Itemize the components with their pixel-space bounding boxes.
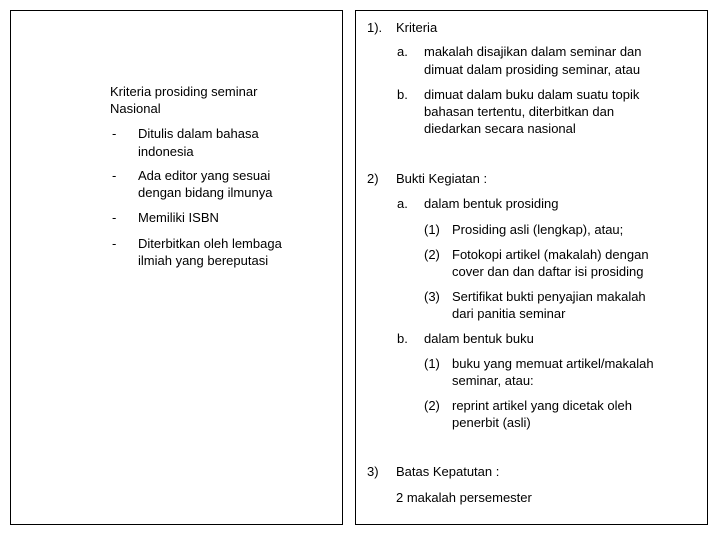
criterion-2-line1: Ada editor yang sesuai	[138, 168, 271, 183]
section-2-item-a-title: dalam bentuk prosiding	[424, 196, 559, 211]
proof-a-2-line1: Fotokopi artikel (makalah) dengan	[452, 247, 649, 262]
proof-b-1-number: (1)	[424, 356, 440, 371]
proof-a-2-number: (2)	[424, 247, 440, 262]
section-2-title: Bukti Kegiatan :	[396, 171, 488, 186]
section-1-title: Kriteria	[396, 20, 438, 35]
section-1-item-a-line1: makalah disajikan dalam seminar dan	[424, 44, 642, 59]
section-1-item-a-marker: a.	[397, 44, 408, 59]
section-1-number: 1).	[367, 20, 383, 35]
proof-a-3-line1: Sertifikat bukti penyajian makalah	[452, 289, 646, 304]
section-1-item-b-line1: dimuat dalam buku dalam suatu topik	[424, 87, 640, 102]
bullet-marker: -	[112, 126, 117, 141]
section-2-item-b-marker: b.	[397, 331, 408, 346]
proof-b-2-number: (2)	[424, 398, 440, 413]
criterion-4-line1: Diterbitkan oleh lembaga	[138, 236, 282, 251]
criterion-3-line1: Memiliki ISBN	[138, 210, 219, 225]
proof-a-1-number: (1)	[424, 222, 440, 237]
section-1-item-b-marker: b.	[397, 87, 408, 102]
section-3-value: 2 makalah persemester	[396, 490, 532, 505]
criterion-4-line2: ilmiah yang bereputasi	[138, 253, 269, 268]
proof-a-1-line1: Prosiding asli (lengkap), atau;	[452, 222, 624, 237]
section-1-item-b-line3: diedarkan secara nasional	[424, 121, 576, 136]
section-2-number: 2)	[367, 171, 379, 186]
section-2-item-a-marker: a.	[397, 196, 408, 211]
bullet-marker: -	[112, 236, 117, 251]
section-3-number: 3)	[367, 464, 379, 479]
criterion-1-line1: Ditulis dalam bahasa	[138, 126, 259, 141]
criterion-2-line2: dengan bidang ilmunya	[138, 185, 273, 200]
criterion-1-line2: indonesia	[138, 144, 194, 159]
section-1-item-a-line2: dimuat dalam prosiding seminar, atau	[424, 62, 641, 77]
section-2-item-b-title: dalam bentuk buku	[424, 331, 534, 346]
proof-b-1-line2: seminar, atau:	[452, 373, 534, 388]
left-title-line1: Kriteria prosiding seminar	[110, 84, 258, 99]
section-3-title: Batas Kepatutan :	[396, 464, 500, 479]
proof-a-2-line2: cover dan dan daftar isi prosiding	[452, 264, 644, 279]
proof-a-3-number: (3)	[424, 289, 440, 304]
proof-b-2-line1: reprint artikel yang dicetak oleh	[452, 398, 632, 413]
left-title-line2: Nasional	[110, 101, 161, 116]
bullet-marker: -	[112, 210, 117, 225]
proof-b-2-line2: penerbit (asli)	[452, 415, 531, 430]
proof-b-1-line1: buku yang memuat artikel/makalah	[452, 356, 654, 371]
section-1-item-b-line2: bahasan tertentu, diterbitkan dan	[424, 104, 615, 119]
bullet-marker: -	[112, 168, 117, 183]
proof-a-3-line2: dari panitia seminar	[452, 306, 566, 321]
